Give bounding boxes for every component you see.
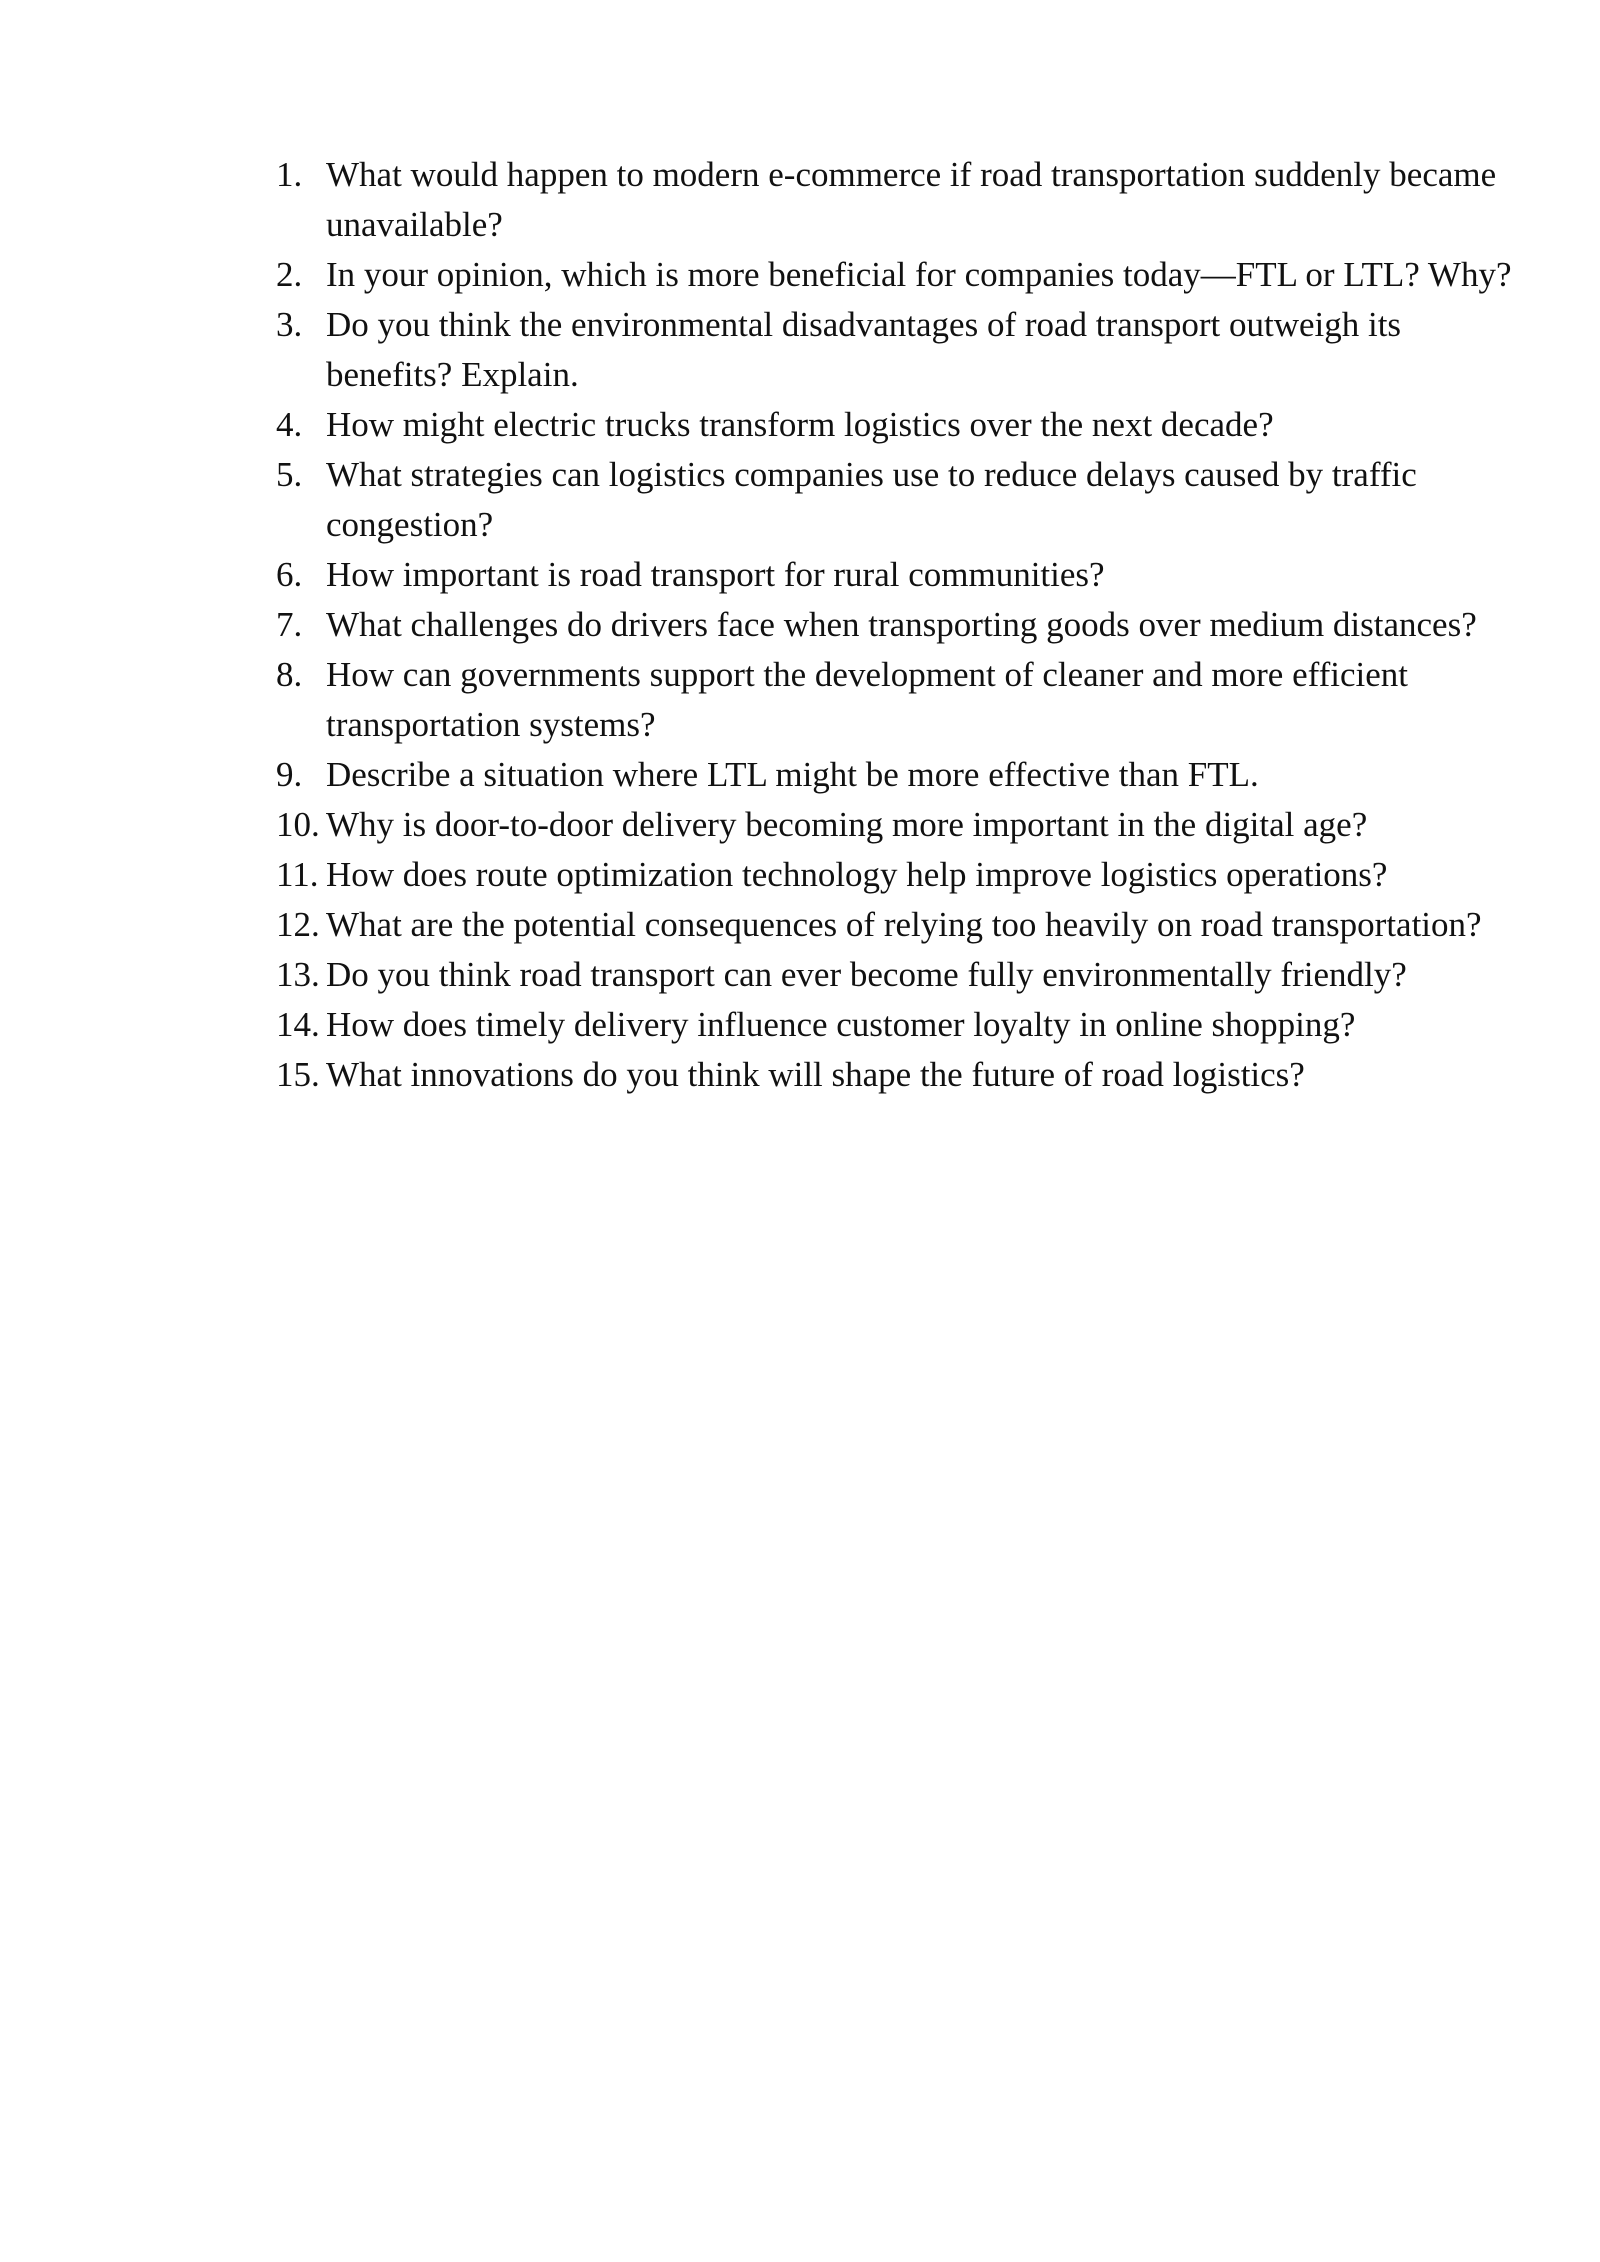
list-number: 14.	[276, 1005, 320, 1044]
question-text: How can governments support the development of cleaner and more efficient transportation systems?	[326, 655, 1409, 744]
question-text: What innovations do you think will shape the future of road logistics?	[326, 1055, 1305, 1094]
list-number: 11.	[276, 855, 319, 894]
list-item	[276, 950, 1516, 1000]
list-item	[276, 850, 1516, 900]
question-text: What challenges do drivers face when transporting goods over medium distances?	[326, 605, 1477, 644]
question-text: Do you think the environmental disadvantages of road transport outweigh its benefits? Explain.	[326, 305, 1402, 394]
list-item	[276, 550, 1516, 600]
list-item	[276, 900, 1516, 950]
question-text: How does timely delivery influence customer loyalty in online shopping?	[326, 1005, 1356, 1044]
list-number: 13.	[276, 955, 320, 994]
list-item	[276, 450, 1516, 550]
question-text: How might electric trucks transform logistics over the next decade?	[326, 405, 1274, 444]
list-number: 7.	[276, 605, 303, 644]
list-item	[276, 150, 1516, 250]
list-item	[276, 750, 1516, 800]
list-item	[276, 250, 1516, 300]
question-text: In your opinion, which is more beneficial for companies today—FTL or LTL? Why?	[326, 255, 1512, 294]
question-text: What are the potential consequences of relying too heavily on road transportation?	[326, 905, 1482, 944]
list-number: 8.	[276, 655, 303, 694]
list-number: 6.	[276, 555, 303, 594]
list-item	[276, 600, 1516, 650]
question-text: What strategies can logistics companies use to reduce delays caused by traffic congestion?	[326, 455, 1417, 544]
list-number: 4.	[276, 405, 303, 444]
question-text: Why is door-to-door delivery becoming more important in the digital age?	[326, 805, 1368, 844]
list-item	[276, 1050, 1516, 1100]
list-number: 10.	[276, 805, 320, 844]
question-text: Do you think road transport can ever become fully environmentally friendly?	[326, 955, 1407, 994]
list-number: 1.	[276, 155, 303, 194]
question-text: Describe a situation where LTL might be more effective than FTL.	[326, 755, 1259, 794]
list-number: 12.	[276, 905, 320, 944]
list-number: 15.	[276, 1055, 320, 1094]
list-number: 2.	[276, 255, 303, 294]
question-text: What would happen to modern e-commerce if road transportation suddenly became unavailable?	[326, 155, 1497, 244]
list-item	[276, 1000, 1516, 1050]
question-text: How important is road transport for rural communities?	[326, 555, 1105, 594]
list-number: 3.	[276, 305, 303, 344]
list-number: 5.	[276, 455, 303, 494]
list-item	[276, 650, 1516, 750]
list-item	[276, 800, 1516, 850]
list-number: 9.	[276, 755, 303, 794]
list-item	[276, 400, 1516, 450]
list-item	[276, 300, 1516, 400]
question-list	[276, 150, 1516, 1100]
question-text: How does route optimization technology help improve logistics operations?	[326, 855, 1388, 894]
